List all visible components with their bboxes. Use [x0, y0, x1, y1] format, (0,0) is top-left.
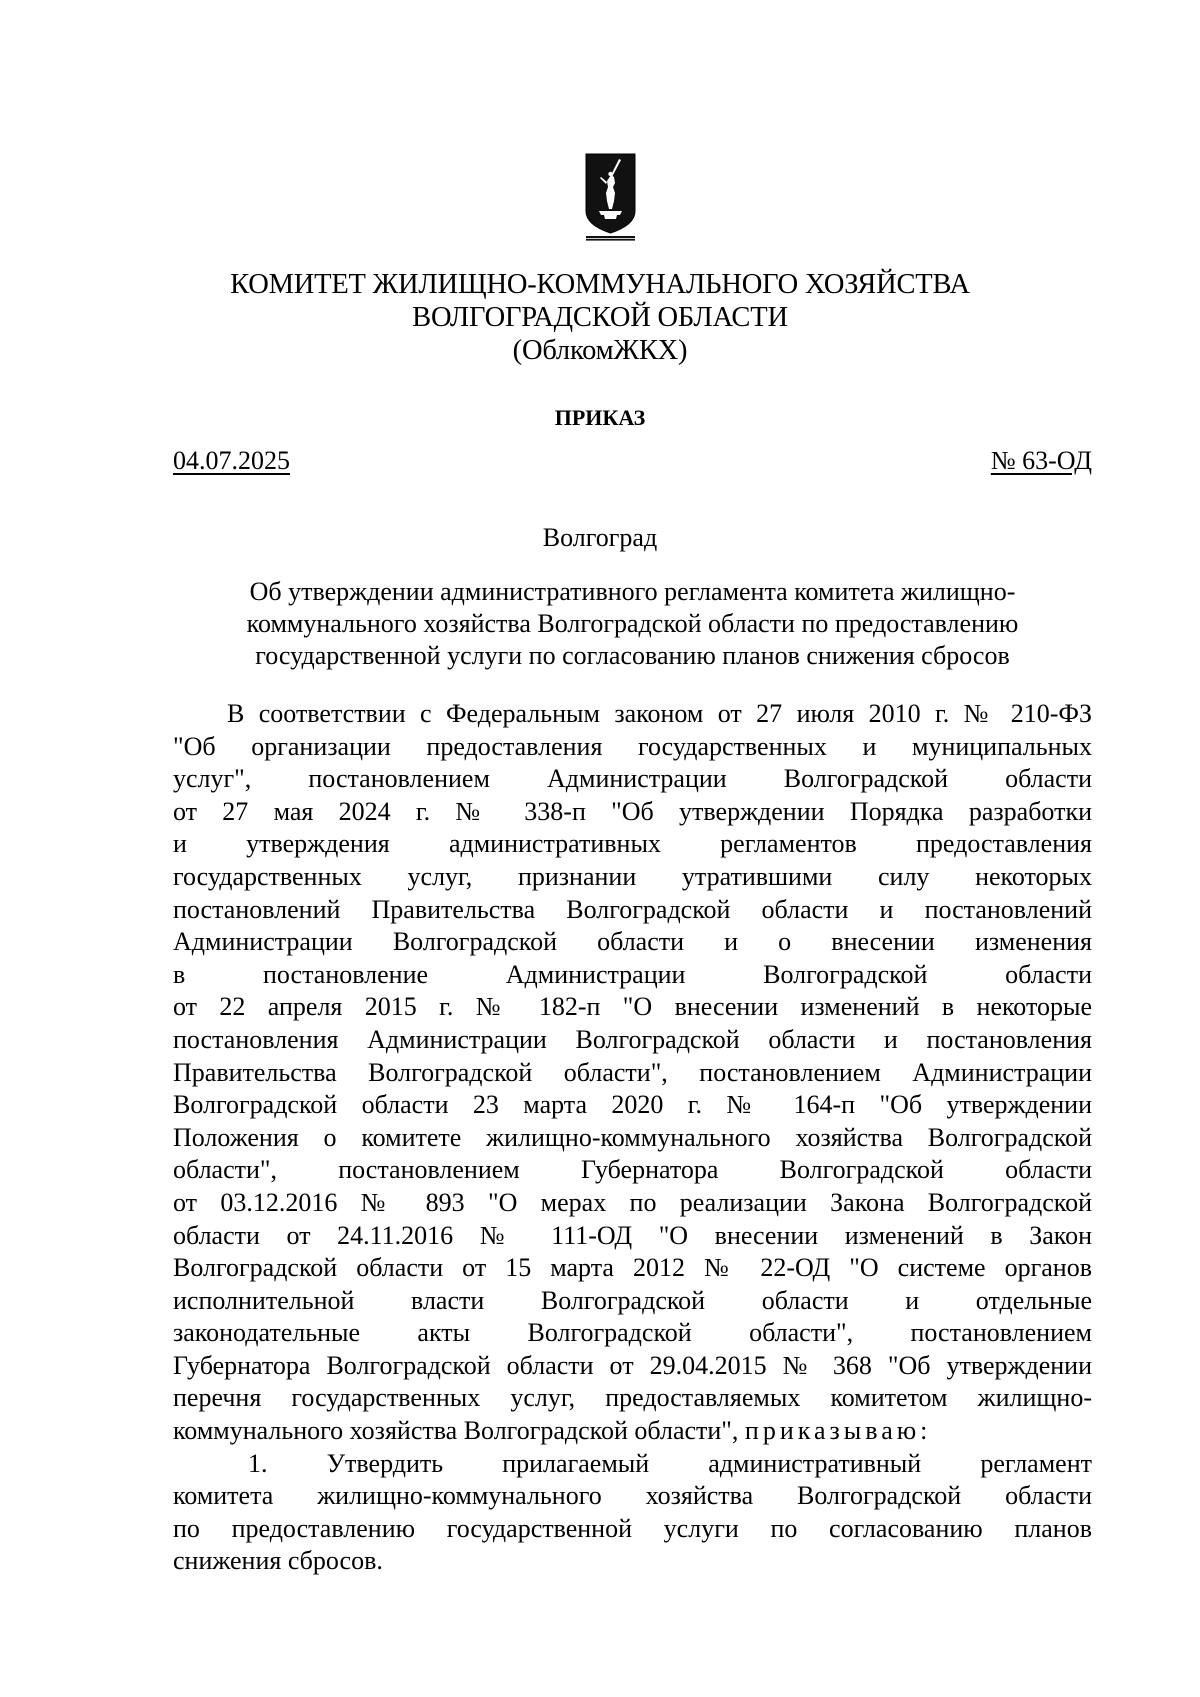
order-number: № 63-ОД	[990, 446, 1092, 475]
order-subject-line: Об утверждении административного регламента комитета жилищно-	[249, 577, 1016, 606]
item-1-line: снижения сбросов.	[173, 1546, 383, 1576]
organization-name-line2: ВОЛГОГРАДСКОЙ ОБЛАСТИ	[412, 302, 788, 333]
body-line: В соответствии с Федеральным законом от 27 июля 2010 г. № 210-ФЗ	[227, 699, 1092, 728]
order-date: 04.07.2025	[173, 446, 290, 475]
order-body	[173, 698, 1092, 1578]
order-word: приказываю:	[744, 1416, 932, 1446]
body-line: Волгоградской области от 15 марта 2012 № 22-ОД "О системе органов	[173, 1253, 1092, 1283]
body-line: услуг", постановлением Администрации Волгоградской области	[173, 764, 1092, 794]
order-subject	[173, 576, 1092, 672]
item-1-line: по предоставлению государственной услуги по согласованию планов	[173, 1513, 1092, 1543]
item-1-line: 1. Утвердить прилагаемый административный регламент	[248, 1448, 1092, 1478]
body-line: Администрации Волгоградской области и о внесении изменения	[173, 927, 1092, 957]
order-subject-line: государственной услуги по согласованию планов снижения сбросов	[255, 641, 1010, 670]
order-city: Волгоград	[542, 523, 658, 552]
body-line: области", постановлением Губернатора Волгоградской области	[173, 1155, 1092, 1185]
body-line: Губернатора Волгоградской области от 29.04.2015 № 368 "Об утверждении	[173, 1350, 1092, 1380]
body-line: законодательные акты Волгоградской области", постановлением	[173, 1318, 1092, 1348]
body-line: и утверждения административных регламентов предоставления	[173, 829, 1092, 859]
body-line: исполнительной власти Волгоградской области и отдельные	[173, 1285, 1092, 1315]
body-line-text: коммунального хозяйства Волгоградской области",	[173, 1416, 745, 1446]
body-line: перечня государственных услуг, предоставляемых комитетом жилищно-	[173, 1383, 1092, 1413]
organization-abbreviation: (ОблкомЖКХ)	[512, 335, 688, 366]
volgograd-coat-of-arms-icon	[585, 153, 636, 241]
order-subject-line: коммунального хозяйства Волгоградской области по предоставлению	[246, 609, 1019, 638]
body-line: от 03.12.2016 № 893 "О мерах по реализации Закона Волгоградской	[173, 1187, 1092, 1217]
item-1-line: комитета жилищно-коммунального хозяйства Волгоградской области	[173, 1481, 1092, 1511]
organization-name-line1: КОМИТЕТ ЖИЛИЩНО-КОММУНАЛЬНОГО ХОЗЯЙСТВА	[230, 269, 970, 300]
body-line: государственных услуг, признании утратившими силу некоторых	[173, 861, 1092, 891]
organization-header	[160, 268, 1040, 367]
body-line: от 27 мая 2024 г. № 338-п "Об утверждении Порядка разработки	[173, 796, 1092, 826]
body-line: постановлений Правительства Волгоградской области и постановлений	[173, 894, 1092, 924]
body-line: Волгоградской области 23 марта 2020 г. № 164-п "Об утверждении	[173, 1090, 1092, 1120]
body-line: в постановление Администрации Волгоградской области	[173, 959, 1092, 989]
body-line: Правительства Волгоградской области", постановлением Администрации	[173, 1057, 1092, 1087]
body-line: Положения о комитете жилищно-коммунального хозяйства Волгоградской	[173, 1122, 1092, 1152]
body-line: "Об организации предоставления государственных и муниципальных	[173, 731, 1092, 761]
body-line: области от 24.11.2016 № 111-ОД "О внесении изменений в Закон	[173, 1220, 1092, 1250]
body-line-with-order-word	[173, 1415, 1092, 1448]
order-date-number-row	[173, 445, 1092, 479]
body-line: от 22 апреля 2015 г. № 182-п "О внесении изменений в некоторые	[173, 992, 1092, 1022]
document-type-title: ПРИКАЗ	[554, 405, 646, 430]
body-line: постановления Администрации Волгоградской области и постановления	[173, 1024, 1092, 1054]
